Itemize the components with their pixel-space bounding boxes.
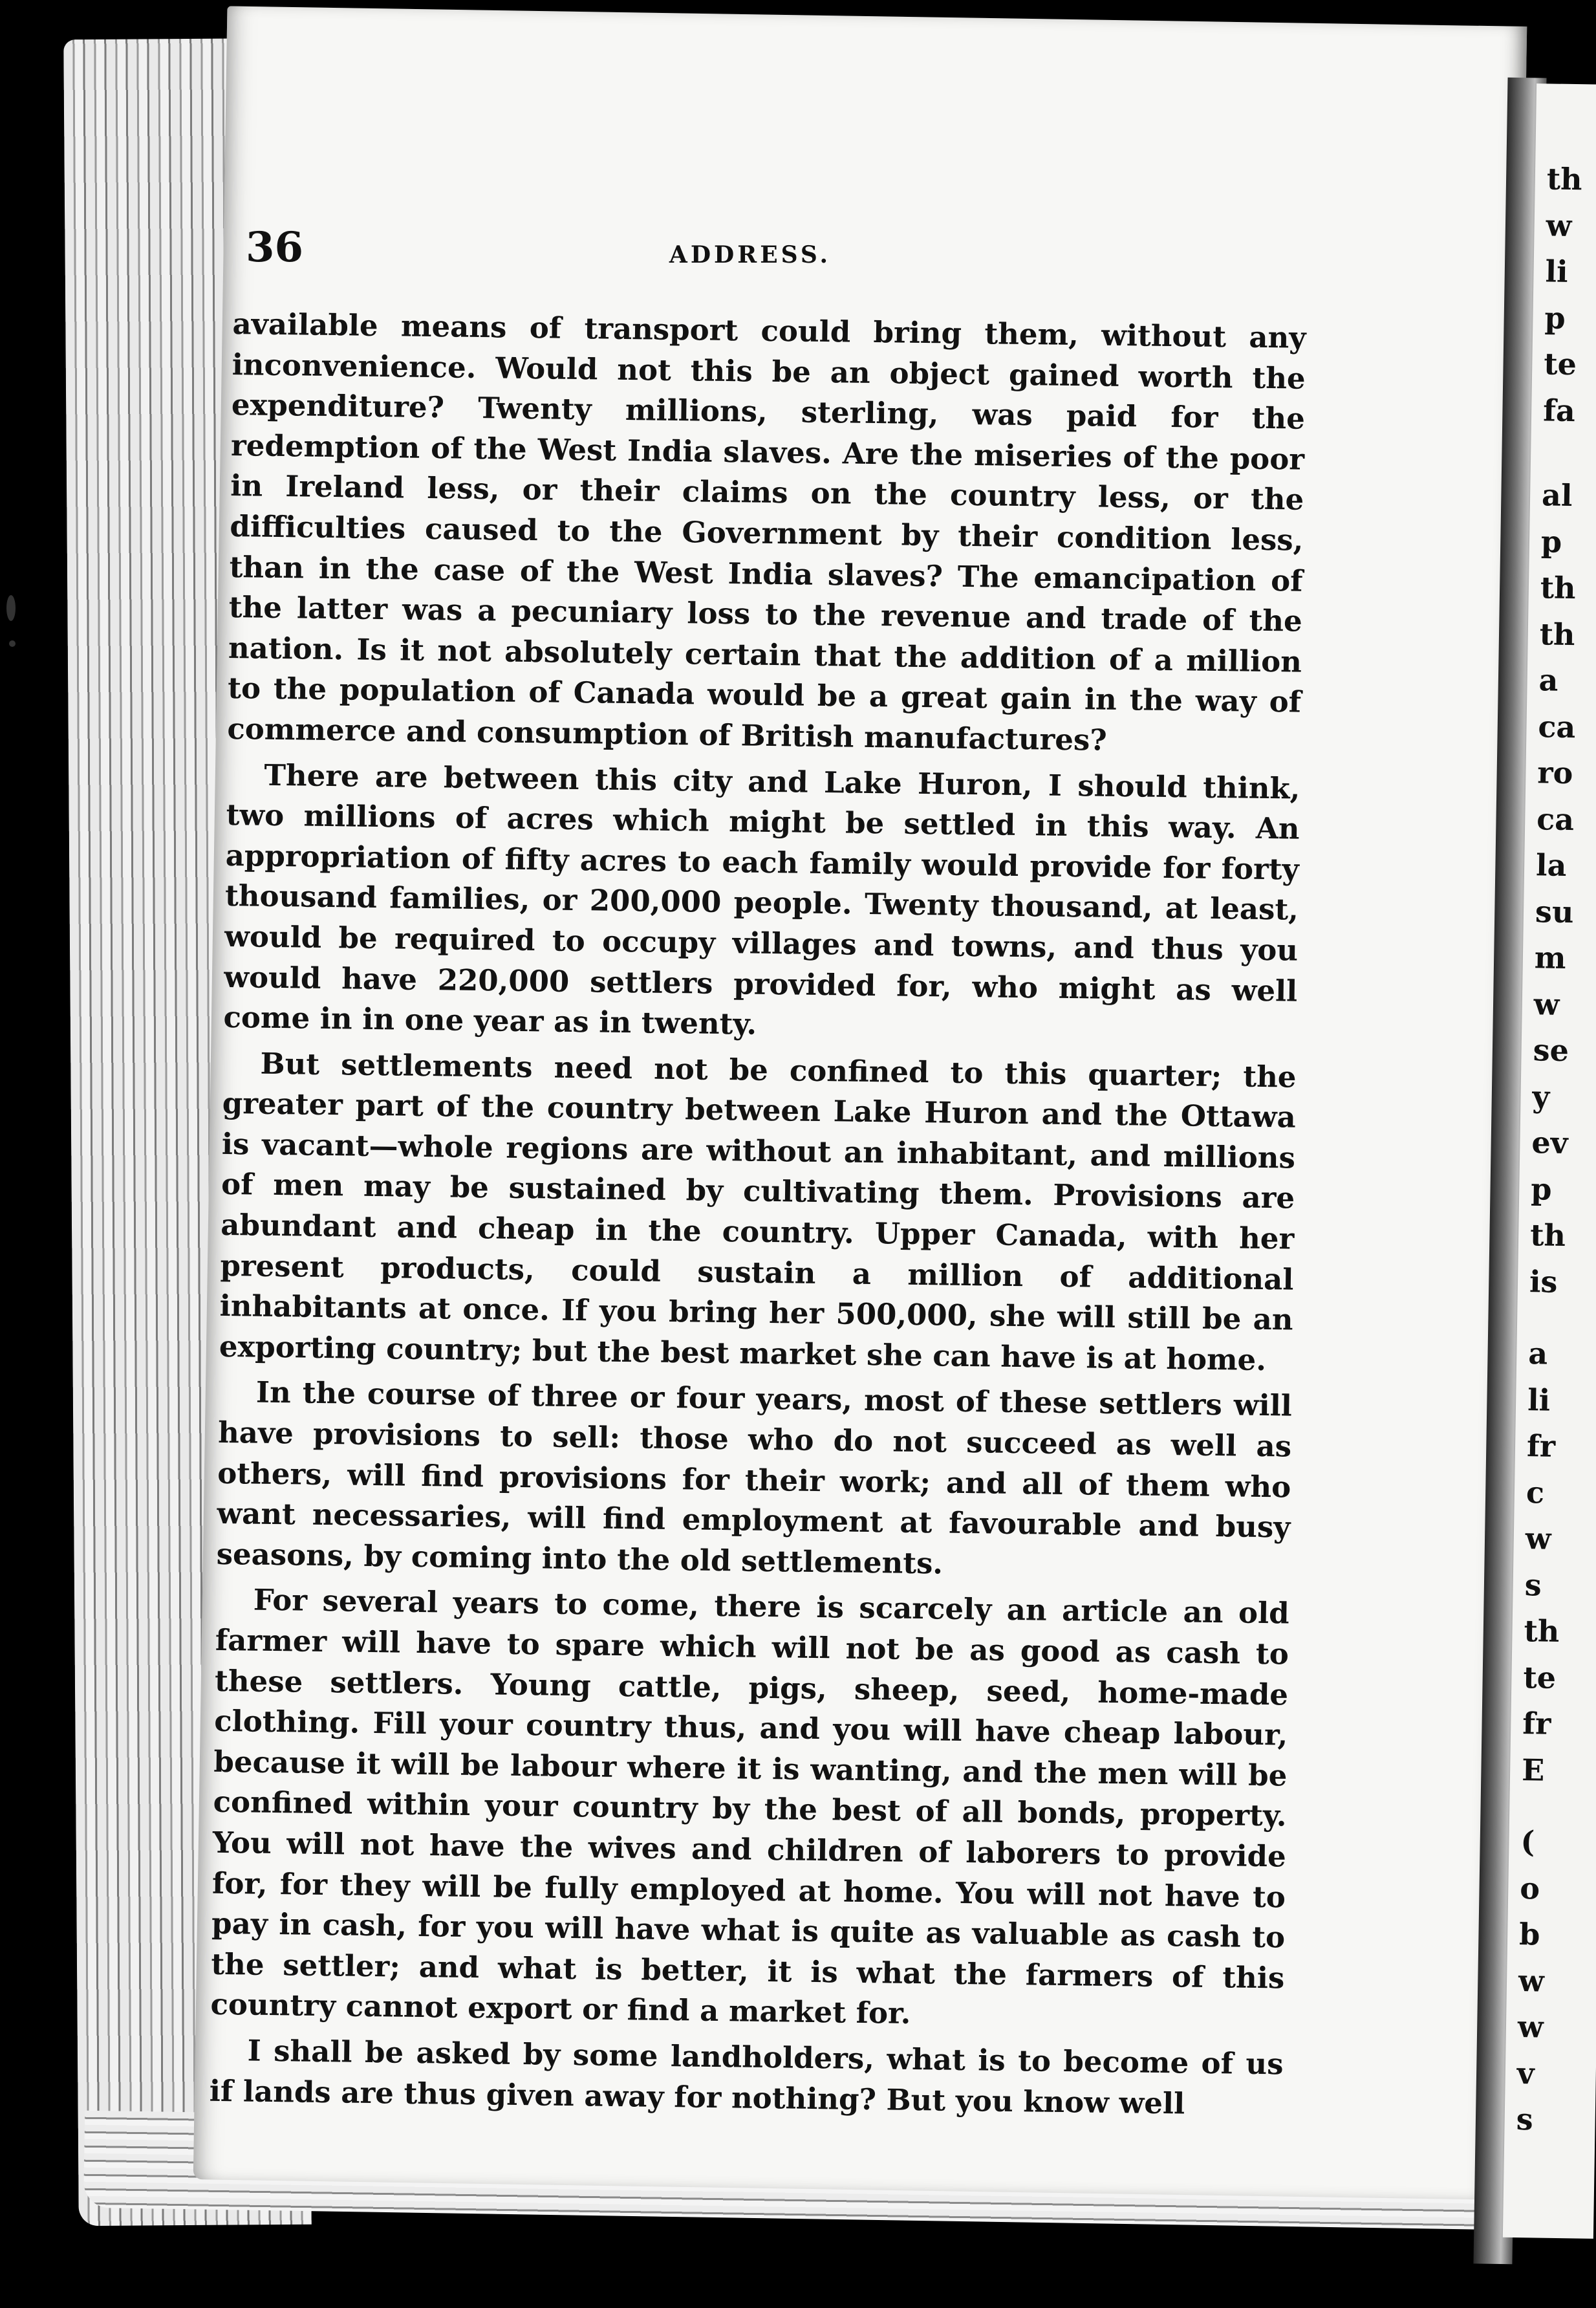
paragraph: But settlements need not be confined to this quarter; the greater part of the country between Lake Huron and the Ottawa is vacant—whole regions are without an inhabitant, and millions of men may be sustained by cultivating them. Provisions are abundant and cheap in the country. Upper Canada, with her present products, could sustain a million of additional inhabitants at once. If you bring her 500,000, she will still be an exporting country; but the best market she can have is at home. xyxy=(219,1046,1297,1377)
facing-page-fragment: w xyxy=(1518,1963,1545,1999)
facing-page-fragment: p xyxy=(1544,299,1566,336)
paragraph: In the course of three or four years, most of these settlers will have provisions to sell: those who do not succeed as well as others, will find provisions for their work; and all of them who want necessaries, will find employment at favourable and busy seasons, by coming into the old settlements. xyxy=(216,1375,1293,1581)
facing-page-fragment: th xyxy=(1524,1613,1560,1649)
facing-page-fragment: p xyxy=(1530,1171,1552,1207)
facing-page-fragment: w xyxy=(1533,986,1560,1022)
facing-page-fragment: s xyxy=(1516,2102,1534,2137)
paragraph: I shall be asked by some landholders, what is to become of us if lands are thus given away for nothing? But you know well xyxy=(209,2033,1284,2121)
facing-page-fragment: al xyxy=(1541,477,1573,514)
running-head: ADDRESS. xyxy=(669,241,832,268)
facing-page-fragment: v xyxy=(1516,2055,1535,2091)
facing-page-fragment: li xyxy=(1545,254,1568,289)
speck xyxy=(6,595,16,621)
facing-page-fragment: y xyxy=(1532,1078,1550,1115)
facing-page-fragment: b xyxy=(1518,1917,1540,1952)
page-number: 36 xyxy=(246,223,304,272)
facing-page-fragment: ca xyxy=(1538,708,1576,745)
facing-page-fragment: ( xyxy=(1520,1824,1535,1860)
facing-page-fragment: su xyxy=(1535,893,1574,930)
facing-page-fragment: ca xyxy=(1536,801,1575,837)
facing-page-fragment: fr xyxy=(1522,1706,1551,1741)
paragraph: available means of transport could bring them, without any inconvenience. Would not this be an object gained worth the expenditure? Twenty millions, sterling, was paid for the redemption of the West India slaves. Are the miseries of the poor in Ireland less, or their claims on the country less, or the difficulties caused to the Government by their condition less, than in the case of the West India slaves? The emancipation of the latter was a pecuniary loss to the revenue and trade of the nation. Is it not absolutely certain that the addition of a million to the population of Canada would be a great gain in the way of commerce and consumption of British manufactures? xyxy=(227,306,1306,757)
facing-page-fragment: ro xyxy=(1537,755,1573,791)
paragraph: There are between this city and Lake Huron, I should think, two millions of acres which might be settled in this way. An appropriation of fifty acres to each family would provide for forty thousand families, or 200,000 people. Twenty thousand, at least, would be required to occupy villages and towns, and thus you would have 220,000 settlers provided for, who might as well come in in one year as in twenty. xyxy=(223,757,1300,1041)
facing-page-fragment: is xyxy=(1529,1263,1558,1300)
facing-page-fragment: te xyxy=(1523,1659,1557,1695)
facing-page-fragment: th xyxy=(1539,616,1575,652)
paragraph: For several years to come, there is scarcely an article an old farmer will have to spare which will not be as good as cash to these settlers. Young cattle, pigs, sheep, seed, home-made clothing. Fill your country thus, and you will have cheap labour, because it will be labour where it is wanting, and the men will be confined within your country by the best of all bonds, property. You will not have the wives and children of laborers to provide for, for they will be fully employed at home. You will not have to pay in cash, for you will have what is quite as valuable as cash to the settler; and what is better, it is what the farmers of this country cannot export or find a market for. xyxy=(210,1582,1289,2031)
facing-page-fragment: se xyxy=(1533,1032,1569,1069)
facing-page-fragment: w xyxy=(1546,207,1572,243)
facing-page-fragment: o xyxy=(1519,1870,1540,1906)
facing-page-fragment: p xyxy=(1540,523,1562,560)
facing-page-fragment: te xyxy=(1543,346,1577,382)
margin-specks xyxy=(0,582,26,712)
facing-page-fragment: la xyxy=(1535,847,1567,883)
facing-page-fragment: w xyxy=(1525,1521,1551,1556)
facing-page-fragment: fr xyxy=(1526,1428,1556,1464)
facing-page-fragment: ev xyxy=(1531,1125,1568,1161)
speck xyxy=(9,640,16,647)
facing-page-fragment: fa xyxy=(1542,392,1576,428)
facing-page-fragment: th xyxy=(1546,161,1582,197)
facing-page-fragment: E xyxy=(1521,1752,1545,1788)
facing-page-fragment: m xyxy=(1534,940,1567,975)
facing-page-fragment: a xyxy=(1538,662,1558,698)
facing-page-fragment: th xyxy=(1529,1217,1566,1254)
page-header xyxy=(246,223,1255,275)
facing-page-fragment: a xyxy=(1527,1336,1548,1371)
facing-page-fragment: th xyxy=(1540,570,1577,606)
facing-page-fragment: w xyxy=(1517,2009,1544,2045)
facing-page-fragment: li xyxy=(1527,1382,1551,1418)
body-text xyxy=(209,304,1306,2126)
facing-page-fragment: c xyxy=(1526,1474,1545,1510)
facing-page-fragment: s xyxy=(1524,1567,1542,1603)
